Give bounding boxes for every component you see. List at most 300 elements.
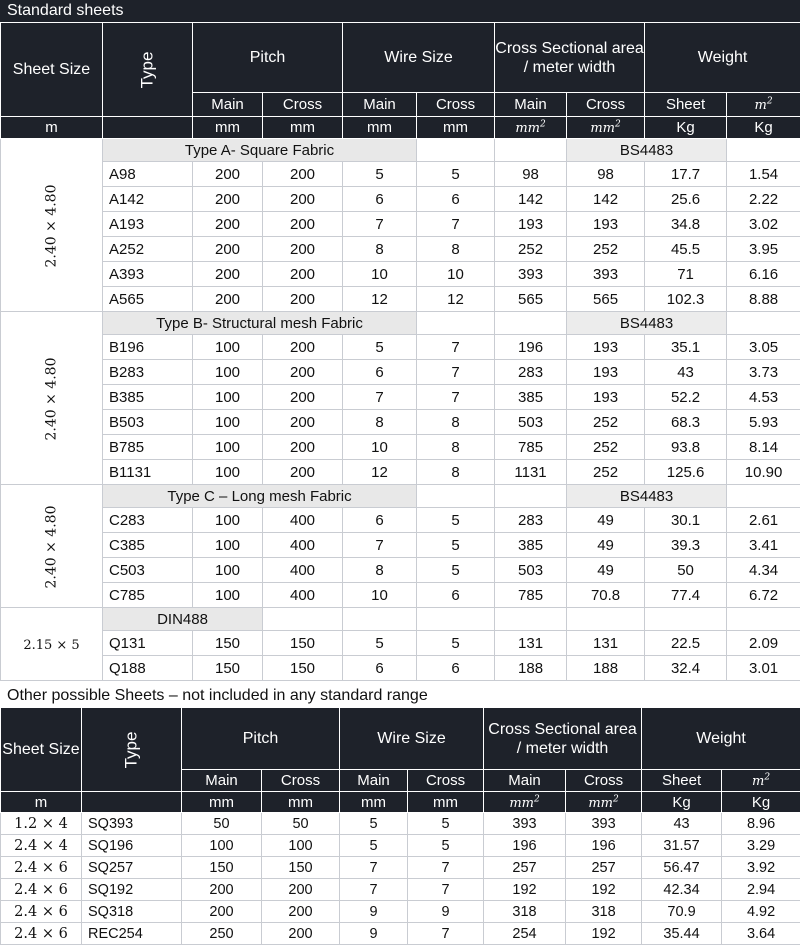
value-cell: 5 bbox=[343, 335, 417, 360]
blank-cell bbox=[495, 608, 567, 631]
value-cell: 5 bbox=[408, 813, 484, 835]
header-wire-cross: Cross bbox=[408, 770, 484, 792]
value-cell: 200 bbox=[193, 237, 263, 262]
unit-kg: Kg bbox=[645, 117, 727, 139]
sheet-size-cell: 2.4 × 6 bbox=[1, 857, 82, 879]
value-cell: 193 bbox=[567, 335, 645, 360]
value-cell: 5 bbox=[340, 813, 408, 835]
value-cell: 565 bbox=[567, 287, 645, 312]
value-cell: 100 bbox=[193, 435, 263, 460]
value-cell: 7 bbox=[408, 923, 484, 945]
value-cell: 252 bbox=[567, 410, 645, 435]
blank-cell bbox=[645, 608, 727, 631]
value-cell: 5 bbox=[417, 508, 495, 533]
type-cell: A393 bbox=[103, 262, 193, 287]
value-cell: 193 bbox=[495, 212, 567, 237]
value-cell: 100 bbox=[193, 385, 263, 410]
other-sheets-title: Other possible Sheets – not included in any standard range bbox=[0, 685, 800, 707]
value-cell: 56.47 bbox=[642, 857, 722, 879]
unit-mm2: $mm^2$ bbox=[567, 117, 645, 139]
header-pitch-main: Main bbox=[193, 93, 263, 117]
value-cell: 283 bbox=[495, 360, 567, 385]
value-cell: 50 bbox=[182, 813, 262, 835]
value-cell: 100 bbox=[193, 335, 263, 360]
header-sheet-size: Sheet Size bbox=[1, 708, 82, 792]
type-cell: C785 bbox=[103, 583, 193, 608]
table-row bbox=[1, 335, 800, 360]
value-cell: 17.7 bbox=[645, 162, 727, 187]
unit-mm: mm bbox=[182, 792, 262, 813]
value-cell: 8 bbox=[417, 237, 495, 262]
blank-cell bbox=[495, 139, 567, 162]
value-cell: 252 bbox=[567, 435, 645, 460]
type-cell: A142 bbox=[103, 187, 193, 212]
value-cell: 8 bbox=[343, 410, 417, 435]
header-wire-main: Main bbox=[343, 93, 417, 117]
table-row bbox=[1, 813, 800, 835]
value-cell: 31.57 bbox=[642, 835, 722, 857]
blank-cell bbox=[727, 312, 800, 335]
value-cell: 6.72 bbox=[727, 583, 800, 608]
standard-label: BS4483 bbox=[567, 485, 727, 508]
value-cell: 7 bbox=[343, 212, 417, 237]
value-cell: 193 bbox=[567, 212, 645, 237]
value-cell: 35.1 bbox=[645, 335, 727, 360]
value-cell: 150 bbox=[262, 857, 340, 879]
table-row bbox=[1, 857, 800, 879]
value-cell: 3.73 bbox=[727, 360, 800, 385]
value-cell: 7 bbox=[417, 360, 495, 385]
header-type: Type bbox=[82, 708, 182, 792]
blank-cell bbox=[495, 485, 567, 508]
value-cell: 7 bbox=[343, 385, 417, 410]
table-row bbox=[1, 533, 800, 558]
value-cell: 5 bbox=[343, 631, 417, 656]
value-cell: 32.4 bbox=[645, 656, 727, 681]
value-cell: 196 bbox=[484, 835, 566, 857]
value-cell: 142 bbox=[495, 187, 567, 212]
value-cell: 6.16 bbox=[727, 262, 800, 287]
value-cell: 252 bbox=[567, 460, 645, 485]
header-pitch: Pitch bbox=[182, 708, 340, 770]
header-weight-m2: $m^2$ bbox=[722, 770, 800, 792]
value-cell: 385 bbox=[495, 533, 567, 558]
value-cell: 193 bbox=[567, 385, 645, 410]
unit-kg: Kg bbox=[642, 792, 722, 813]
group-label: Type A- Square Fabric bbox=[103, 139, 417, 162]
table-row bbox=[1, 901, 800, 923]
blank-cell bbox=[417, 485, 495, 508]
value-cell: 49 bbox=[567, 533, 645, 558]
value-cell: 70.8 bbox=[567, 583, 645, 608]
value-cell: 45.5 bbox=[645, 237, 727, 262]
value-cell: 150 bbox=[193, 656, 263, 681]
value-cell: 400 bbox=[263, 583, 343, 608]
unit-mm: mm bbox=[408, 792, 484, 813]
header-weight: Weight bbox=[642, 708, 800, 770]
value-cell: 196 bbox=[566, 835, 642, 857]
type-cell: Q188 bbox=[103, 656, 193, 681]
value-cell: 7 bbox=[340, 879, 408, 901]
value-cell: 10 bbox=[343, 583, 417, 608]
value-cell: 3.64 bbox=[722, 923, 800, 945]
header-weight-m2: $m^2$ bbox=[727, 93, 800, 117]
value-cell: 200 bbox=[263, 237, 343, 262]
blank-cell bbox=[727, 485, 800, 508]
value-cell: 393 bbox=[495, 262, 567, 287]
unit-mm2: $mm^2$ bbox=[484, 792, 566, 813]
blank-cell bbox=[417, 139, 495, 162]
value-cell: 8 bbox=[343, 237, 417, 262]
header-area-cross: Cross bbox=[566, 770, 642, 792]
value-cell: 8 bbox=[343, 558, 417, 583]
value-cell: 35.44 bbox=[642, 923, 722, 945]
unit-kg: Kg bbox=[727, 117, 800, 139]
group-header-row bbox=[1, 139, 800, 162]
value-cell: 1131 bbox=[495, 460, 567, 485]
value-cell: 3.29 bbox=[722, 835, 800, 857]
value-cell: 5 bbox=[340, 835, 408, 857]
table-row bbox=[1, 435, 800, 460]
sheet-size-cell: 2.4 × 6 bbox=[1, 879, 82, 901]
table-row bbox=[1, 360, 800, 385]
header-type: Type bbox=[103, 23, 193, 117]
value-cell: 142 bbox=[567, 187, 645, 212]
table-row bbox=[1, 187, 800, 212]
value-cell: 50 bbox=[645, 558, 727, 583]
value-cell: 49 bbox=[567, 558, 645, 583]
value-cell: 8.88 bbox=[727, 287, 800, 312]
value-cell: 100 bbox=[193, 410, 263, 435]
blank-cell bbox=[263, 608, 343, 631]
value-cell: 318 bbox=[566, 901, 642, 923]
value-cell: 100 bbox=[193, 360, 263, 385]
header-sheet-size: Sheet Size bbox=[1, 23, 103, 117]
type-cell: B1131 bbox=[103, 460, 193, 485]
value-cell: 200 bbox=[193, 262, 263, 287]
group-header-row bbox=[1, 608, 800, 631]
type-cell: B503 bbox=[103, 410, 193, 435]
value-cell: 400 bbox=[263, 533, 343, 558]
type-cell: A193 bbox=[103, 212, 193, 237]
value-cell: 7 bbox=[417, 212, 495, 237]
value-cell: 34.8 bbox=[645, 212, 727, 237]
value-cell: 250 bbox=[182, 923, 262, 945]
unit-mm2: $mm^2$ bbox=[566, 792, 642, 813]
value-cell: 393 bbox=[566, 813, 642, 835]
value-cell: 8 bbox=[417, 435, 495, 460]
value-cell: 8 bbox=[417, 410, 495, 435]
table-row bbox=[1, 583, 800, 608]
table-row bbox=[1, 162, 800, 187]
blank-cell bbox=[727, 139, 800, 162]
blank-cell bbox=[495, 312, 567, 335]
value-cell: 3.41 bbox=[727, 533, 800, 558]
value-cell: 200 bbox=[263, 460, 343, 485]
value-cell: 71 bbox=[645, 262, 727, 287]
value-cell: 30.1 bbox=[645, 508, 727, 533]
value-cell: 200 bbox=[263, 410, 343, 435]
value-cell: 2.94 bbox=[722, 879, 800, 901]
value-cell: 200 bbox=[263, 262, 343, 287]
value-cell: 3.01 bbox=[727, 656, 800, 681]
value-cell: 100 bbox=[262, 835, 340, 857]
value-cell: 192 bbox=[484, 879, 566, 901]
value-cell: 77.4 bbox=[645, 583, 727, 608]
type-cell: A565 bbox=[103, 287, 193, 312]
table-row bbox=[1, 631, 800, 656]
table-row bbox=[1, 508, 800, 533]
type-cell: B283 bbox=[103, 360, 193, 385]
table-row bbox=[1, 287, 800, 312]
value-cell: 42.34 bbox=[642, 879, 722, 901]
value-cell: 254 bbox=[484, 923, 566, 945]
value-cell: 200 bbox=[263, 287, 343, 312]
value-cell: 43 bbox=[642, 813, 722, 835]
value-cell: 5 bbox=[417, 162, 495, 187]
header-wire-cross: Cross bbox=[417, 93, 495, 117]
unit-mm2: $mm^2$ bbox=[495, 117, 567, 139]
value-cell: 4.53 bbox=[727, 385, 800, 410]
value-cell: 8 bbox=[417, 460, 495, 485]
value-cell: 200 bbox=[262, 923, 340, 945]
value-cell: 257 bbox=[484, 857, 566, 879]
value-cell: 6 bbox=[417, 583, 495, 608]
table-row bbox=[1, 923, 800, 945]
value-cell: 192 bbox=[566, 923, 642, 945]
value-cell: 150 bbox=[182, 857, 262, 879]
table-row bbox=[1, 879, 800, 901]
value-cell: 100 bbox=[193, 533, 263, 558]
value-cell: 200 bbox=[262, 901, 340, 923]
type-cell: SQ192 bbox=[82, 879, 182, 901]
value-cell: 400 bbox=[263, 508, 343, 533]
value-cell: 9 bbox=[340, 923, 408, 945]
group-header-row bbox=[1, 312, 800, 335]
value-cell: 196 bbox=[495, 335, 567, 360]
value-cell: 503 bbox=[495, 558, 567, 583]
value-cell: 4.92 bbox=[722, 901, 800, 923]
value-cell: 98 bbox=[495, 162, 567, 187]
sheet-size-cell: 2.4 × 6 bbox=[1, 923, 82, 945]
value-cell: 200 bbox=[263, 435, 343, 460]
value-cell: 785 bbox=[495, 583, 567, 608]
type-cell: C283 bbox=[103, 508, 193, 533]
value-cell: 393 bbox=[484, 813, 566, 835]
value-cell: 785 bbox=[495, 435, 567, 460]
value-cell: 102.3 bbox=[645, 287, 727, 312]
other-sheets-table bbox=[0, 707, 800, 945]
value-cell: 5.93 bbox=[727, 410, 800, 435]
value-cell: 150 bbox=[263, 656, 343, 681]
blank-cell bbox=[417, 312, 495, 335]
unit-mm: mm bbox=[262, 792, 340, 813]
standard-label: BS4483 bbox=[567, 312, 727, 335]
header-cross-section: Cross Sectional area / meter width bbox=[495, 23, 645, 93]
value-cell: 22.5 bbox=[645, 631, 727, 656]
header-weight-sheet: Sheet bbox=[642, 770, 722, 792]
value-cell: 200 bbox=[262, 879, 340, 901]
sheet-size-cell: 2.15 × 5 bbox=[1, 608, 103, 681]
value-cell: 2.09 bbox=[727, 631, 800, 656]
value-cell: 200 bbox=[193, 162, 263, 187]
header-weight-sheet: Sheet bbox=[645, 93, 727, 117]
type-cell: C503 bbox=[103, 558, 193, 583]
value-cell: 7 bbox=[417, 385, 495, 410]
value-cell: 503 bbox=[495, 410, 567, 435]
value-cell: 100 bbox=[193, 583, 263, 608]
value-cell: 68.3 bbox=[645, 410, 727, 435]
value-cell: 400 bbox=[263, 558, 343, 583]
unit-type-blank bbox=[82, 792, 182, 813]
value-cell: 252 bbox=[495, 237, 567, 262]
type-cell: B385 bbox=[103, 385, 193, 410]
value-cell: 8.96 bbox=[722, 813, 800, 835]
unit-mm: mm bbox=[340, 792, 408, 813]
header-area-cross: Cross bbox=[567, 93, 645, 117]
value-cell: 565 bbox=[495, 287, 567, 312]
blank-cell bbox=[343, 608, 417, 631]
value-cell: 10 bbox=[417, 262, 495, 287]
value-cell: 7 bbox=[343, 533, 417, 558]
header-pitch-cross: Cross bbox=[262, 770, 340, 792]
table-row bbox=[1, 558, 800, 583]
header-area-main: Main bbox=[495, 93, 567, 117]
value-cell: 5 bbox=[417, 631, 495, 656]
value-cell: 10 bbox=[343, 435, 417, 460]
table-row bbox=[1, 410, 800, 435]
value-cell: 1.54 bbox=[727, 162, 800, 187]
value-cell: 93.8 bbox=[645, 435, 727, 460]
value-cell: 6 bbox=[417, 656, 495, 681]
value-cell: 43 bbox=[645, 360, 727, 385]
table-row bbox=[1, 835, 800, 857]
value-cell: 8.14 bbox=[727, 435, 800, 460]
value-cell: 12 bbox=[343, 460, 417, 485]
value-cell: 5 bbox=[417, 558, 495, 583]
value-cell: 193 bbox=[567, 360, 645, 385]
value-cell: 318 bbox=[484, 901, 566, 923]
sheet-size-cell: 2.40 × 4.80 bbox=[1, 139, 103, 312]
value-cell: 9 bbox=[408, 901, 484, 923]
value-cell: 7 bbox=[408, 879, 484, 901]
group-label: DIN488 bbox=[103, 608, 263, 631]
value-cell: 6 bbox=[417, 187, 495, 212]
value-cell: 100 bbox=[193, 460, 263, 485]
value-cell: 200 bbox=[193, 212, 263, 237]
value-cell: 6 bbox=[343, 508, 417, 533]
value-cell: 100 bbox=[182, 835, 262, 857]
sheet-size-cell: 2.4 × 4 bbox=[1, 835, 82, 857]
table-row bbox=[1, 237, 800, 262]
header-wire-size: Wire Size bbox=[340, 708, 484, 770]
value-cell: 188 bbox=[495, 656, 567, 681]
value-cell: 10 bbox=[343, 262, 417, 287]
type-cell: B785 bbox=[103, 435, 193, 460]
blank-cell bbox=[417, 608, 495, 631]
value-cell: 2.61 bbox=[727, 508, 800, 533]
table-row bbox=[1, 460, 800, 485]
type-cell: C385 bbox=[103, 533, 193, 558]
unit-mm: mm bbox=[417, 117, 495, 139]
type-cell: A252 bbox=[103, 237, 193, 262]
value-cell: 252 bbox=[567, 237, 645, 262]
value-cell: 200 bbox=[263, 162, 343, 187]
sheet-size-cell: 1.2 × 4 bbox=[1, 813, 82, 835]
value-cell: 200 bbox=[193, 287, 263, 312]
type-cell: A98 bbox=[103, 162, 193, 187]
header-weight: Weight bbox=[645, 23, 800, 93]
value-cell: 25.6 bbox=[645, 187, 727, 212]
value-cell: 200 bbox=[193, 187, 263, 212]
value-cell: 131 bbox=[495, 631, 567, 656]
value-cell: 3.92 bbox=[722, 857, 800, 879]
header-wire-main: Main bbox=[340, 770, 408, 792]
value-cell: 98 bbox=[567, 162, 645, 187]
standard-sheets-table bbox=[0, 22, 800, 681]
type-cell: SQ318 bbox=[82, 901, 182, 923]
table-row bbox=[1, 385, 800, 410]
value-cell: 7 bbox=[408, 857, 484, 879]
type-cell: SQ257 bbox=[82, 857, 182, 879]
blank-cell bbox=[567, 608, 645, 631]
value-cell: 200 bbox=[263, 212, 343, 237]
header-pitch: Pitch bbox=[193, 23, 343, 93]
value-cell: 6 bbox=[343, 656, 417, 681]
value-cell: 131 bbox=[567, 631, 645, 656]
group-header-row bbox=[1, 485, 800, 508]
value-cell: 200 bbox=[263, 187, 343, 212]
value-cell: 50 bbox=[262, 813, 340, 835]
value-cell: 70.9 bbox=[642, 901, 722, 923]
value-cell: 49 bbox=[567, 508, 645, 533]
value-cell: 3.05 bbox=[727, 335, 800, 360]
table-row bbox=[1, 212, 800, 237]
type-cell: B196 bbox=[103, 335, 193, 360]
value-cell: 200 bbox=[263, 360, 343, 385]
value-cell: 6 bbox=[343, 187, 417, 212]
value-cell: 39.3 bbox=[645, 533, 727, 558]
value-cell: 100 bbox=[193, 508, 263, 533]
unit-mm: mm bbox=[263, 117, 343, 139]
value-cell: 12 bbox=[417, 287, 495, 312]
value-cell: 5 bbox=[343, 162, 417, 187]
standard-sheets-title: Standard sheets bbox=[0, 0, 800, 22]
header-pitch-main: Main bbox=[182, 770, 262, 792]
sheet-size-cell: 2.4 × 6 bbox=[1, 901, 82, 923]
value-cell: 3.02 bbox=[727, 212, 800, 237]
group-label: Type B- Structural mesh Fabric bbox=[103, 312, 417, 335]
value-cell: 192 bbox=[566, 879, 642, 901]
table-row bbox=[1, 656, 800, 681]
value-cell: 385 bbox=[495, 385, 567, 410]
value-cell: 200 bbox=[263, 335, 343, 360]
value-cell: 6 bbox=[343, 360, 417, 385]
value-cell: 200 bbox=[263, 385, 343, 410]
value-cell: 150 bbox=[263, 631, 343, 656]
value-cell: 52.2 bbox=[645, 385, 727, 410]
value-cell: 5 bbox=[408, 835, 484, 857]
value-cell: 200 bbox=[182, 879, 262, 901]
sheet-size-cell: 2.40 × 4.80 bbox=[1, 312, 103, 485]
value-cell: 12 bbox=[343, 287, 417, 312]
value-cell: 10.90 bbox=[727, 460, 800, 485]
header-cross-section: Cross Sectional area / meter width bbox=[484, 708, 642, 770]
unit-mm: mm bbox=[343, 117, 417, 139]
value-cell: 7 bbox=[340, 857, 408, 879]
value-cell: 393 bbox=[567, 262, 645, 287]
standard-label: BS4483 bbox=[567, 139, 727, 162]
